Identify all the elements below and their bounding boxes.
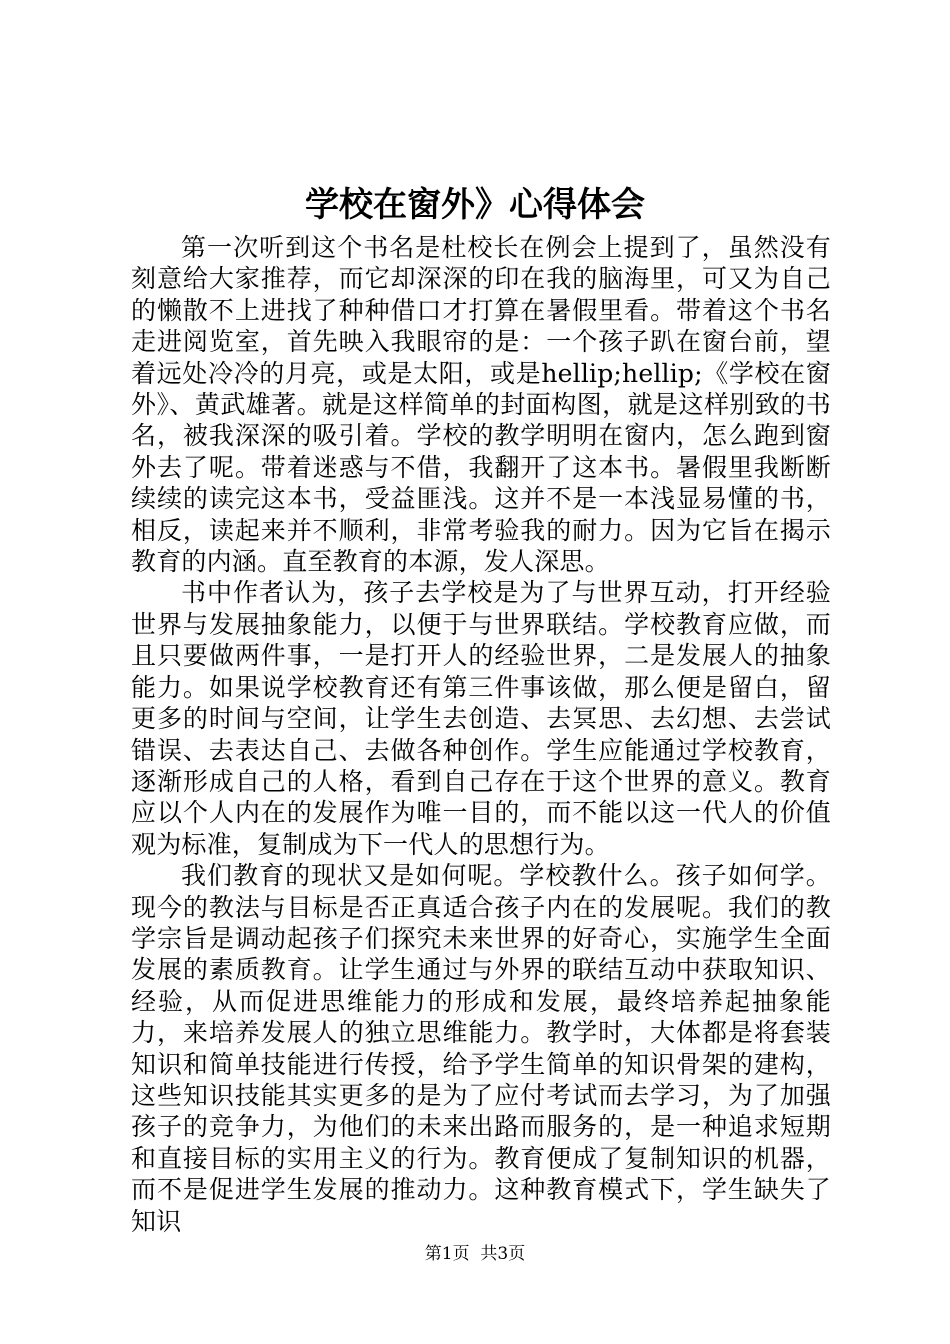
page-number: 第1页 共3页 bbox=[424, 1244, 526, 1264]
document-title: 学校在窗外》心得体会 bbox=[305, 185, 645, 225]
page-footer bbox=[0, 1242, 950, 1266]
document-body bbox=[131, 232, 831, 1237]
paragraph-2: 书中作者认为，孩子去学校是为了与世界互动，打开经验世界与发展抽象能力，以便于与世界联结。学校教育应做，而且只要做两件事，一是打开人的经验世界，二是发展人的抽象能力。如果说学校教育还有第三件事该做，那么便是留白，留更多的时间与空间，让学生去创造、去冥思、去幻想、去尝试错误、去表达自己、去做各种创作。学生应能通过学校教育，逐渐形成自己的人格，看到自己存在于这个世界的意义。教育应以个人内在的发展作为唯一目的，而不能以这一代人的价值观为标准，复制成为下一代人的思想行为。 bbox=[131, 578, 831, 859]
paragraph-3: 我们教育的现状又是如何呢。学校教什么。孩子如何学。现今的教法与目标是否正真适合孩子内在的发展呢。我们的教学宗旨是调动起孩子们探究未来世界的好奇心，实施学生全面发展的素质教育。让学生通过与外界的联结互动中获取知识、经验，从而促进思维能力的形成和发展，最终培养起抽象能力，来培养发展人的独立思维能力。教学时，大体都是将套装知识和简单技能进行传授，给予学生简单的知识骨架的建构，这些知识技能其实更多的是为了应付考试而去学习，为了加强孩子的竞争力，为他们的未来出路而服务的，是一种追求短期和直接目标的实用主义的行为。教育便成了复制知识的机器，而不是促进学生发展的推动力。这种教育模式下，学生缺失了知识 bbox=[131, 861, 831, 1236]
paragraph-1: 第一次听到这个书名是杜校长在例会上提到了，虽然没有刻意给大家推荐，而它却深深的印在我的脑海里，可又为自己的懒散不上进找了种种借口才打算在暑假里看。带着这个书名走进阅览室，首先映入我眼帘的是：一个孩子趴在窗台前，望着远处冷冷的月亮，或是太阳，或是hellip;hellip;《学校在窗外》、黄武雄著。就是这样简单的封面构图，就是这样别致的书名，被我深深的吸引着。学校的教学明明在窗内，怎么跑到窗外去了呢。带着迷惑与不借，我翻开了这本书。暑假里我断断续续的读完这本书，受益匪浅。这并不是一本浅显易懂的书，相反，读起来并不顺利，非常考验我的耐力。因为它旨在揭示教育的内涵。直至教育的本源，发人深思。 bbox=[131, 233, 831, 577]
